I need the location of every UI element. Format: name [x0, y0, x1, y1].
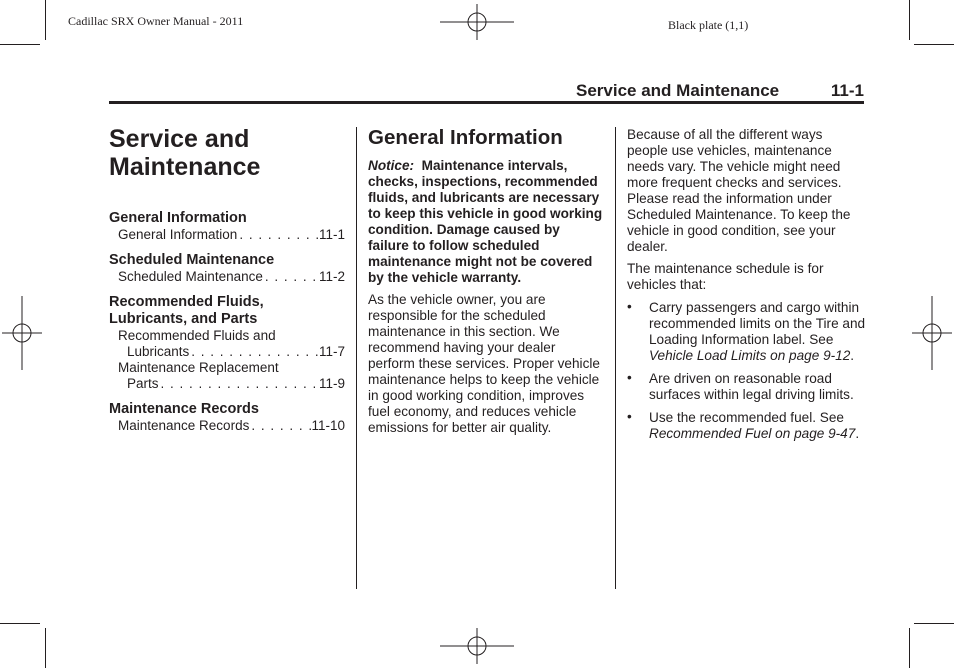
- toc-line: [118, 376, 345, 392]
- crop-mark: [45, 628, 46, 668]
- toc-line: [118, 418, 345, 434]
- paragraph: The maintenance schedule is for vehicles that:: [627, 261, 824, 292]
- bullet-icon: •: [627, 299, 632, 314]
- toc-entry[interactable]: [109, 418, 345, 434]
- crop-mark: [914, 623, 954, 624]
- list-item: • Use the recommended fuel. See Recommended Fuel on page 9-47.: [627, 409, 860, 441]
- toc-leader-dots: [237, 227, 319, 243]
- plate-label-left: Cadillac SRX Owner Manual - 2011: [68, 14, 244, 28]
- toc-entry-label: Maintenance Replacement: [118, 360, 279, 375]
- toc-page-number: 11-1: [318, 227, 345, 242]
- toc-page-number: 11-10: [311, 418, 345, 433]
- toc-group: [109, 294, 345, 392]
- column-divider: [356, 127, 357, 589]
- toc-entry-label: Parts: [127, 376, 159, 391]
- toc-entry[interactable]: [109, 328, 345, 360]
- toc-entry-label: Scheduled Maintenance: [118, 269, 263, 284]
- toc-leader-dots: [249, 418, 311, 434]
- toc-entry[interactable]: [109, 227, 345, 243]
- running-head-page: 11-1: [830, 81, 864, 100]
- running-head-title: Service and Maintenance: [576, 81, 780, 100]
- list-item-text: Use the recommended fuel. See: [649, 410, 844, 425]
- paragraph: Because of all the different ways people use vehicles, maintenance needs vary. The vehicle might need more frequent checks and services. Please read the information under Scheduled Maintenance. To keep the vehicle in good condition, see your dealer.: [627, 127, 851, 254]
- toc-heading[interactable]: Lubricants, and Parts: [109, 311, 258, 327]
- table-of-contents: [109, 210, 345, 443]
- section-title: General Information: [368, 126, 563, 149]
- column-divider: [615, 127, 616, 589]
- toc-entry-label: General Information: [118, 227, 238, 242]
- crop-mark: [0, 623, 40, 624]
- toc-leader-dots: [189, 344, 319, 360]
- toc-entry[interactable]: [109, 360, 345, 392]
- toc-group: [109, 252, 345, 285]
- cross-reference-link[interactable]: Recommended Fuel on page 9-47: [649, 426, 856, 441]
- bullet-list: [627, 300, 867, 442]
- crop-mark: [909, 0, 910, 40]
- header-rule: [109, 101, 864, 104]
- toc-entry-label: Recommended Fluids and: [118, 328, 276, 343]
- cross-reference-link[interactable]: Vehicle Load Limits on page 9-12: [649, 348, 851, 363]
- list-item: • Carry passengers and cargo within recommended limits on the Tire and Loading Information label. See Vehicle Load Limits on page 9-12.: [627, 299, 866, 363]
- toc-heading[interactable]: Maintenance Records: [109, 401, 259, 417]
- toc-line: [118, 269, 345, 285]
- plate-label-right: Black plate (1,1): [668, 18, 749, 32]
- crop-mark: [45, 0, 46, 40]
- registration-mark-icon: [2, 296, 42, 370]
- registration-mark-icon: [912, 296, 952, 370]
- toc-heading[interactable]: Scheduled Maintenance: [109, 252, 275, 268]
- chapter-title-line: Service and: [109, 125, 250, 153]
- chapter-title: [109, 125, 349, 181]
- toc-line: [118, 360, 345, 376]
- notice-label: Notice:: [368, 158, 415, 173]
- paragraph: As the vehicle owner, you are responsible for the scheduled maintenance in this section. We recommend having your dealer perform these services. Proper vehicle maintenance helps to keep the vehicle in good working condition, improves fuel economy, and reduces vehicle emissions for better air quality.: [368, 292, 600, 435]
- toc-leader-dots: [159, 376, 319, 392]
- crop-mark: [914, 44, 954, 45]
- list-item: [627, 371, 867, 403]
- bullet-icon: •: [627, 370, 632, 385]
- chapter-title-line: Maintenance: [109, 153, 261, 181]
- crop-mark: [0, 44, 40, 45]
- content-column-middle: [368, 125, 604, 436]
- notice-text: Maintenance intervals, checks, inspections, recommended fluids, and lubricants are necessary to keep this vehicle in good working condition. Damage caused by failure to follow scheduled maintenance might not be covered by the vehicle warranty.: [368, 158, 603, 285]
- registration-mark-icon: [440, 4, 514, 40]
- registration-mark-icon: [440, 628, 514, 664]
- toc-page-number: 11-9: [318, 376, 345, 391]
- toc-line: [118, 328, 345, 344]
- toc-group: [109, 210, 345, 243]
- toc-leader-dots: [263, 269, 319, 285]
- toc-page-number: 11-2: [318, 269, 345, 284]
- toc-heading[interactable]: General Information: [109, 210, 247, 226]
- notice-block: [368, 158, 604, 286]
- toc-entry-label: Maintenance Records: [118, 418, 250, 433]
- toc-group: [109, 401, 345, 434]
- list-item-text: Carry passengers and cargo within recommended limits on the Tire and Loading Information label. See: [649, 300, 866, 347]
- toc-page-number: 11-7: [318, 344, 345, 359]
- content-column-right: [627, 127, 867, 449]
- toc-entry[interactable]: [109, 269, 345, 285]
- toc-heading[interactable]: Recommended Fluids,: [109, 294, 264, 310]
- toc-line: [118, 344, 345, 360]
- list-item-text: Are driven on reasonable road surfaces within legal driving limits.: [649, 371, 854, 402]
- toc-line: [118, 227, 345, 243]
- toc-entry-label: Lubricants: [127, 344, 190, 359]
- bullet-icon: •: [627, 409, 632, 424]
- crop-mark: [909, 628, 910, 668]
